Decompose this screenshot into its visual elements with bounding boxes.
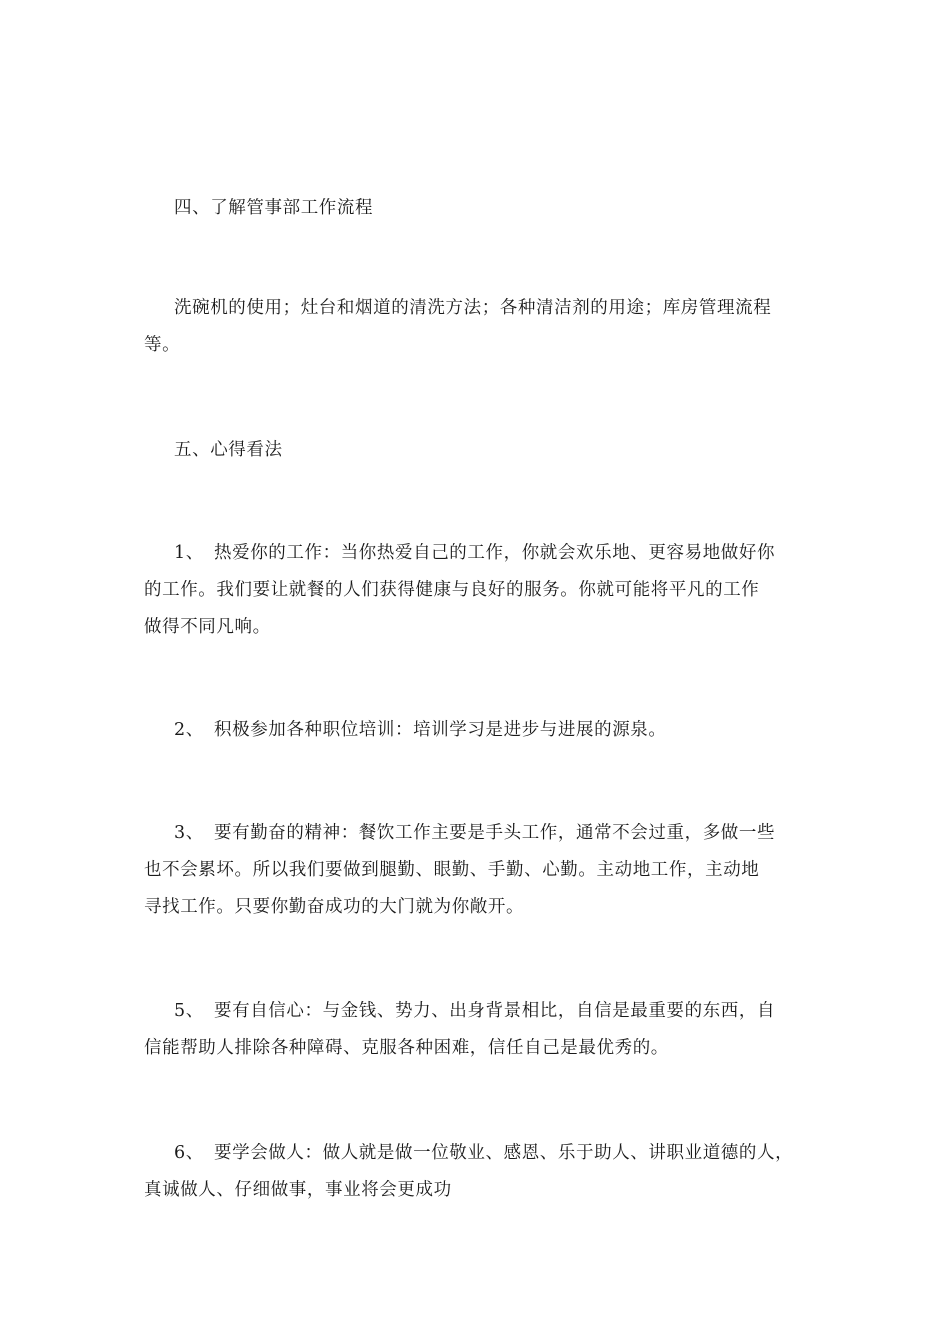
section-heading-text: 五、心得看法: [174, 440, 283, 460]
paragraph-line: 洗碗机的使用；灶台和烟道的清洗方法；各种清洁剂的用途；库房管理流程: [174, 298, 772, 318]
item-number: 5、: [174, 1001, 204, 1021]
paragraph-line: 寻找工作。只要你勤奋成功的大门就为你敞开。: [144, 897, 525, 917]
item-number: 3、: [174, 823, 204, 843]
item-number: 1、: [174, 543, 204, 563]
paragraph-line: 等。: [144, 335, 181, 355]
paragraph-line: 要学会做人：做人就是做一位敬业、感恩、乐于助人、讲职业道德的人，: [214, 1143, 794, 1163]
list-item: [144, 1135, 809, 1209]
paragraph-line: 积极参加各种职位培训：培训学习是进步与进展的源泉。: [214, 720, 667, 740]
item-number: 2、: [174, 720, 204, 740]
section-heading-text: 四、了解管事部工作流程: [174, 198, 374, 218]
section-four-heading: [144, 190, 809, 227]
paragraph-line: 要有勤奋的精神：餐饮工作主要是手头工作，通常不会过重，多做一些: [214, 823, 776, 843]
list-item: [144, 815, 809, 926]
paragraph-line: 真诚做人、仔细做事，事业将会更成功: [144, 1180, 452, 1200]
paragraph-line: 的工作。我们要让就餐的人们获得健康与良好的服务。你就可能将平凡的工作: [144, 580, 760, 600]
paragraph-line: 也不会累坏。所以我们要做到腿勤、眼勤、手勤、心勤。主动地工作，主动地: [144, 860, 760, 880]
section-five-heading: [144, 432, 809, 469]
paragraph-line: 热爱你的工作：当你热爱自己的工作，你就会欢乐地、更容易地做好你: [214, 543, 776, 563]
paragraph-line: 信能帮助人排除各种障碍、克服各种困难，信任自己是最优秀的。: [144, 1038, 669, 1058]
paragraph-line: 做得不同凡响。: [144, 617, 271, 637]
item-number: 6、: [174, 1143, 204, 1163]
section-four-body: [144, 290, 809, 364]
list-item: [144, 993, 809, 1067]
list-item: [144, 535, 809, 646]
list-item: [144, 712, 809, 749]
paragraph-line: 要有自信心：与金钱、势力、出身背景相比，自信是最重要的东西，自: [214, 1001, 776, 1021]
